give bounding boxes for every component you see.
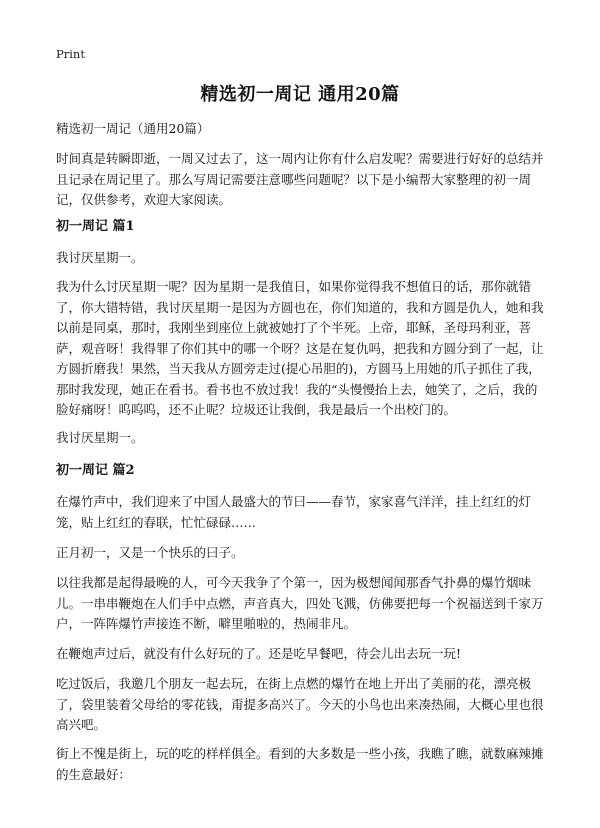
- intro-paragraph: 时间真是转瞬即逝，一周又过去了，这一周内让你有什么启发呢？需要进行好好的总结并且记录在周记里了。那么写周记需要注意哪些问题呢？以下是小编帮大家整理的初一周记，仅供参考，欢迎大家阅读。: [56, 151, 544, 207]
- section-1-paragraph-1: 我讨厌星期一。: [56, 250, 144, 265]
- section-2-paragraph-5: 吃过饭后，我邀几个朋友一起去玩，在街上点燃的爆竹在地上开出了美丽的花，漂亮极了，袋里装着父母给的零花钱，甭提多高兴了。今天的小鸟也出来凑热闹，大概心里也很高兴吧。: [56, 676, 544, 732]
- section-2-paragraph-4: 在鞭炮声过后，就没有什么好玩的了。还是吃早餐吧，待会儿出去玩一玩!: [56, 646, 462, 661]
- section-heading-1: 初一周记 篇1: [56, 219, 135, 234]
- document-subtitle: 精选初一周记（通用20篇）: [56, 121, 210, 136]
- page-title: 精选初一周记 通用20篇: [200, 84, 400, 105]
- section-2-paragraph-1: 在爆竹声中，我们迎来了中国人最盛大的节曰——春节，家家喜气洋洋，挂上红红的灯笼，贴上红红的春联，忙忙碌碌……: [56, 494, 532, 530]
- section-1-paragraph-2: 我为什么讨厌星期一呢？因为星期一是我值日，如果你觉得我不想值日的话，那你就错了，你大错特错，我讨厌星期一是因为方圆也在，你们知道的，我和方圆是仇人，她和我以前是同桌，那时，我刚坐到座位上就被她打了个半死。上帝，耶稣，圣母玛利亚，菩萨，观音呀！我得罪了你们其中的哪一个呀？这是在复仇吗，把我和方圆分到了一起，让方圆折磨我！果然，当天我从方圆旁走过(提心吊胆的)，方圆马上用她的爪子抓住了我，那时我发现，她正在看书。看书也不放过我！我的“头慢慢抬上去，她笑了，之后，我的脸好痛呀！呜呜呜，还不止呢？垃圾还让我倒，我是最后一个出校门的。: [56, 279, 544, 417]
- section-2-paragraph-3: 以往我都是起得最晚的人，可今天我争了个第一，因为极想闻闻那香气扑鼻的爆竹烟味儿。一串串鞭炮在人们手中点燃，声音真大，四处飞溅，仿佛要把每一个祝福送到千家万户，一阵阵爆竹声接连不断，噼里啪啦的，热闹非凡。: [56, 575, 544, 631]
- section-2-paragraph-6: 街上不愧是街上，玩的吃的样样俱全。看到的大多数是一些小孩，我瞧了瞧，就数麻辣摊的生意最好：: [56, 746, 544, 782]
- section-1-paragraph-3: 我讨厌星期一。: [56, 430, 144, 445]
- section-heading-2: 初一周记 篇2: [56, 463, 135, 478]
- section-2-paragraph-2: 正月初一，又是一个快乐的曰子。: [56, 545, 244, 560]
- print-link[interactable]: Print: [56, 47, 85, 61]
